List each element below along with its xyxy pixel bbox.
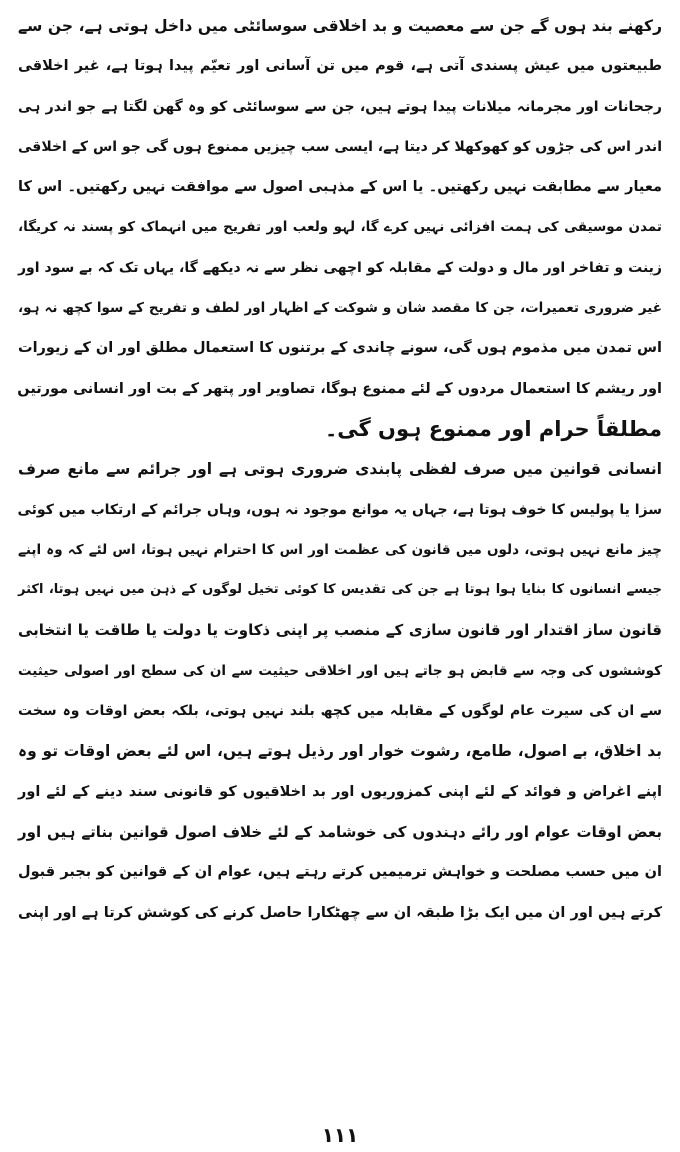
text-line: سزا یا پولیس کا خوف ہوتا ہے، جہاں یہ موانع موجود نہ ہوں، وہاں جرائم کے ارتکاب میں کوئی (17, 501, 662, 518)
text-line: اس تمدن میں مذموم ہوں گی، سونے چاندی کے برتنوں کا استعمال مطلق اور ان کے زیورات (18, 340, 662, 357)
text-line: سے ان کی سیرت عام لوگوں کے مقابلہ میں کچھ بلند نہیں ہوتی، بلکہ بعض اوقات وہ سخت (18, 703, 662, 720)
text-line: رجحانات اور مجرمانہ میلانات پیدا ہوتے ہیں، جن سے سوسائٹی کو وہ گھن لگتا ہے جو اندر ہی (18, 98, 662, 115)
page-number: ۱۱۱ (321, 1123, 359, 1147)
text-line: بد اخلاق، بے اصول، طامع، رشوت خوار اور رذیل ہوتے ہیں، اس لئے بعض اوقات تو وہ (18, 742, 662, 761)
text-line: غیر ضروری تعمیرات، جن کا مقصد شان و شوکت کے اظہار اور لطف و تفریح کے سوا کچھ نہ ہو، (18, 300, 662, 317)
text-line: کرتے ہیں اور ان میں ایک بڑا طبقہ ان سے چھٹکارا حاصل کرنے کی کوشش کرتا ہے اور اپنی (18, 904, 662, 921)
text-line-paragraph-end: مطلقاً حرام اور ممنوع ہوں گی۔ (324, 416, 662, 441)
text-line-paragraph-start: انسانی قوانین میں صرف لفظی پابندی ضروری ہوتی ہے اور جرائم سے مانع صرف (18, 460, 662, 479)
text-line: اپنے اغراض و فوائد کے لئے اپنی کمزوریوں اور بد اخلاقیوں کو قانونی سند دینے کے لئے اور (18, 783, 662, 800)
text-line: قانون ساز اقتدار اور قانون سازی کے منصب پر اپنی ذکاوت یا دولت یا طاقت یا انتخابی (18, 621, 662, 640)
text-line: تمدن موسیقی کی ہمت افزائی نہیں کرے گا، لہو ولعب اور تفریح میں انہماک کو پسند نہ کریگا، (18, 219, 662, 236)
text-line: چیز مانع نہیں ہوتی، دلوں میں قانون کی عظمت اور اس کا احترام نہیں ہوتا، اس لئے کہ وہ اپنے (18, 541, 662, 558)
text-line: کوششوں کی وجہ سے قابض ہو جاتے ہیں اور اخلاقی حیثیت سے ان کی سطح اور اصولی حیثیت (18, 662, 662, 679)
text-line: اور ریشم کا استعمال مردوں کے لئے ممنوع ہوگا، تصاویر اور پتھر کے بت اور انسانی مورتیں (17, 380, 662, 397)
text-line: بعض اوقات عوام اور رائے دہندوں کی خوشامد کے لئے خلاف اصول قوانین بناتے ہیں اور (18, 822, 662, 841)
urdu-text-body (18, 6, 662, 933)
text-line: رکھنے بند ہوں گے جن سے معصیت و بد اخلاقی سوسائٹی میں داخل ہوتی ہے، جن سے (18, 17, 662, 35)
text-line: ان میں حسب مصلحت و خواہش ترمیمیں کرتے رہتے ہیں، عوام ان کے قوانین کو بجبر قبول (18, 864, 662, 881)
text-line: زینت و تفاخر اور مال و دولت کے مقابلہ کو اچھی نظر سے نہ دیکھے گا، یہاں تک کہ بے سود اور (18, 259, 662, 276)
text-line: جیسے انسانوں کا بنایا ہوا ہوتا ہے جن کی تقدیس کا کوئی تخیل لوگوں کے ذہن میں نہیں ہوتا، اکثر (18, 582, 662, 598)
text-line: معیار سے مطابقت نہیں رکھتیں۔ یا اس کے مذہبی اصول سے موافقت نہیں رکھتیں۔ اس کا (18, 179, 662, 196)
text-line: اندر اس کی جڑوں کو کھوکھلا کر دیتا ہے، ایسی سب چیزیں ممنوع ہوں گی جو اس کے اخلاقی (18, 138, 662, 155)
text-line: طبیعتوں میں عیش پسندی آتی ہے، قوم میں تن آسانی اور تعیّم پیدا ہوتا ہے، غیر اخلاقی (18, 58, 662, 75)
